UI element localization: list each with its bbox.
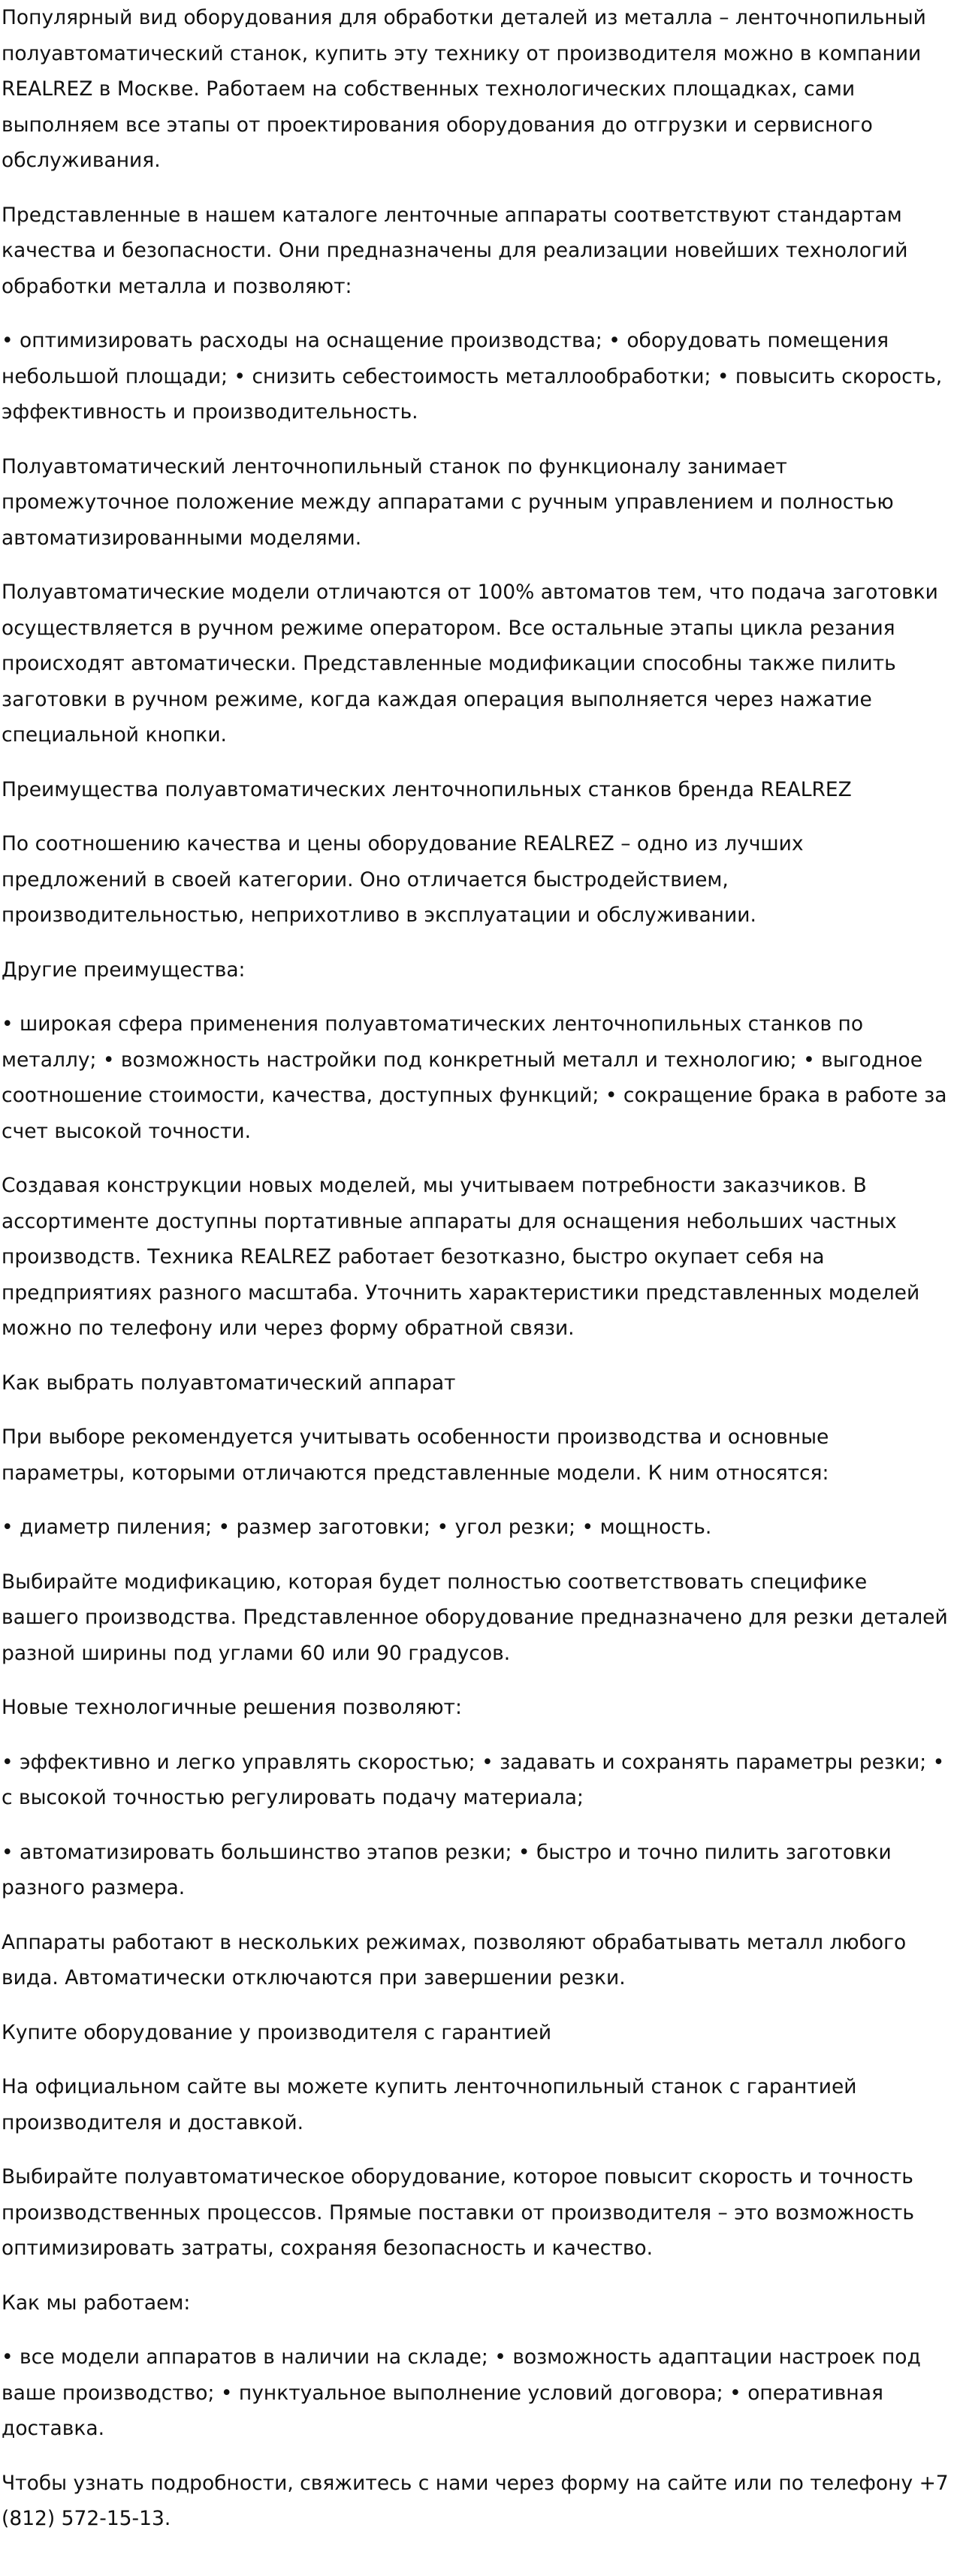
section-heading-choose: Как выбрать полуавтоматический аппарат <box>2 1371 456 1395</box>
new-models-paragraph: Создавая конструкции новых моделей, мы учитываем потребности заказчиков. В ассортименте доступны портативные аппараты для оснащения небольших частных производств. Техника REALREZ работает безотказно, быстро окупает себя на предприятиях разного масштаба. Уточнить характеристики представленных моделей можно по телефону или через форму обратной связи. <box>2 1174 920 1340</box>
other-advantages-heading: Другие преимущества: <box>2 958 246 982</box>
solutions-list-2: • автоматизировать большинство этапов резки; • быстро и точно пилить заготовки разного размера. <box>2 1840 892 1899</box>
semi-auto-difference: Полуавтоматические модели отличаются от 100% автоматов тем, что подача заготовки осуществляется в ручном режиме оператором. Все остальные этапы цикла резания происходят автоматически. Представленные модификации способны также пилить заготовки в ручном режиме, когда каждая операция выполняется через нажатие специальной кнопки. <box>2 581 938 747</box>
benefits-list: • оптимизировать расходы на оснащение производства; • оборудовать помещения небольшой площади; • снизить себестоимость металлообработки; • повысить скорость, эффективность и производительность. <box>2 329 943 424</box>
intro-paragraph: Популярный вид оборудования для обработки деталей из металла – ленточнопильный полуавтоматический станок, купить эту технику от производителя можно в компании REALREZ в Москве. Работаем на собственных технологических площадках, сами выполняем все этапы от проектирования оборудования до отгрузки и сервисного обслуживания. <box>2 6 926 172</box>
semi-auto-description: Полуавтоматический ленточнопильный станок по функционалу занимает промежуточное положение между аппаратами с ручным управлением и полностью автоматизированными моделями. <box>2 454 894 550</box>
modification-paragraph: Выбирайте модификацию, которая будет полностью соответствовать специфике вашего производства. Представленное оборудование предназначено для резки деталей разной ширины под углами 60 или 90 градусов. <box>2 1570 948 1665</box>
solutions-list-1: • эффективно и легко управлять скоростью; • задавать и сохранять параметры резки; • с высокой точностью регулировать подачу материала; <box>2 1750 945 1809</box>
catalog-paragraph: Представленные в нашем каталоге ленточные аппараты соответствуют стандартам качества и безопасности. Они предназначены для реализации новейших технологий обработки металла и позволяют: <box>2 203 908 298</box>
how-we-work-heading: Как мы работаем: <box>2 2291 191 2315</box>
how-we-work-list: • все модели аппаратов в наличии на складе; • возможность адаптации настроек под ваше производство; • пунктуальное выполнение условий договора; • оперативная доставка. <box>2 2345 921 2440</box>
choose-paragraph: При выборе рекомендуется учитывать особенности производства и основные параметры, которыми отличаются представленные модели. К ним относятся: <box>2 1425 829 1485</box>
parameters-list: • диаметр пиления; • размер заготовки; • угол резки; • мощность. <box>2 1516 712 1539</box>
section-heading-buy: Купите оборудование у производителя с гарантией <box>2 2020 552 2044</box>
choose-equipment-paragraph: Выбирайте полуавтоматическое оборудование, которое повысит скорость и точность производственных процессов. Прямые поставки от производителя – это возможность оптимизировать затраты, сохраняя безопасность и качество. <box>2 2165 914 2260</box>
official-site-paragraph: На официальном сайте вы можете купить ленточнопильный станок с гарантией производителя и доставкой. <box>2 2075 857 2134</box>
section-heading-advantages: Преимущества полуавтоматических ленточнопильных станков бренда REALREZ <box>2 777 852 801</box>
price-quality-paragraph: По соотношению качества и цены оборудование REALREZ – одно из лучших предложений в своей категории. Оно отличается быстродействием, производительностью, неприхотливо в эксплуатации и обслуживании. <box>2 832 804 927</box>
advantages-list: • широкая сфера применения полуавтоматических ленточнопильных станков по металлу; • возможность настройки под конкретный металл и технологию; • выгодное соотношение стоимости, качества, доступных функций; • сокращение брака в работе за счет высокой точности. <box>2 1012 947 1143</box>
modes-paragraph: Аппараты работают в нескольких режимах, позволяют обрабатывать металл любого вида. Автоматически отключаются при завершении резки. <box>2 1930 907 1989</box>
solutions-heading: Новые технологичные решения позволяют: <box>2 1696 462 1719</box>
contact-paragraph: Чтобы узнать подробности, свяжитесь с нами через форму на сайте или по телефону +7 (812) 572-15-13. <box>2 2471 949 2530</box>
